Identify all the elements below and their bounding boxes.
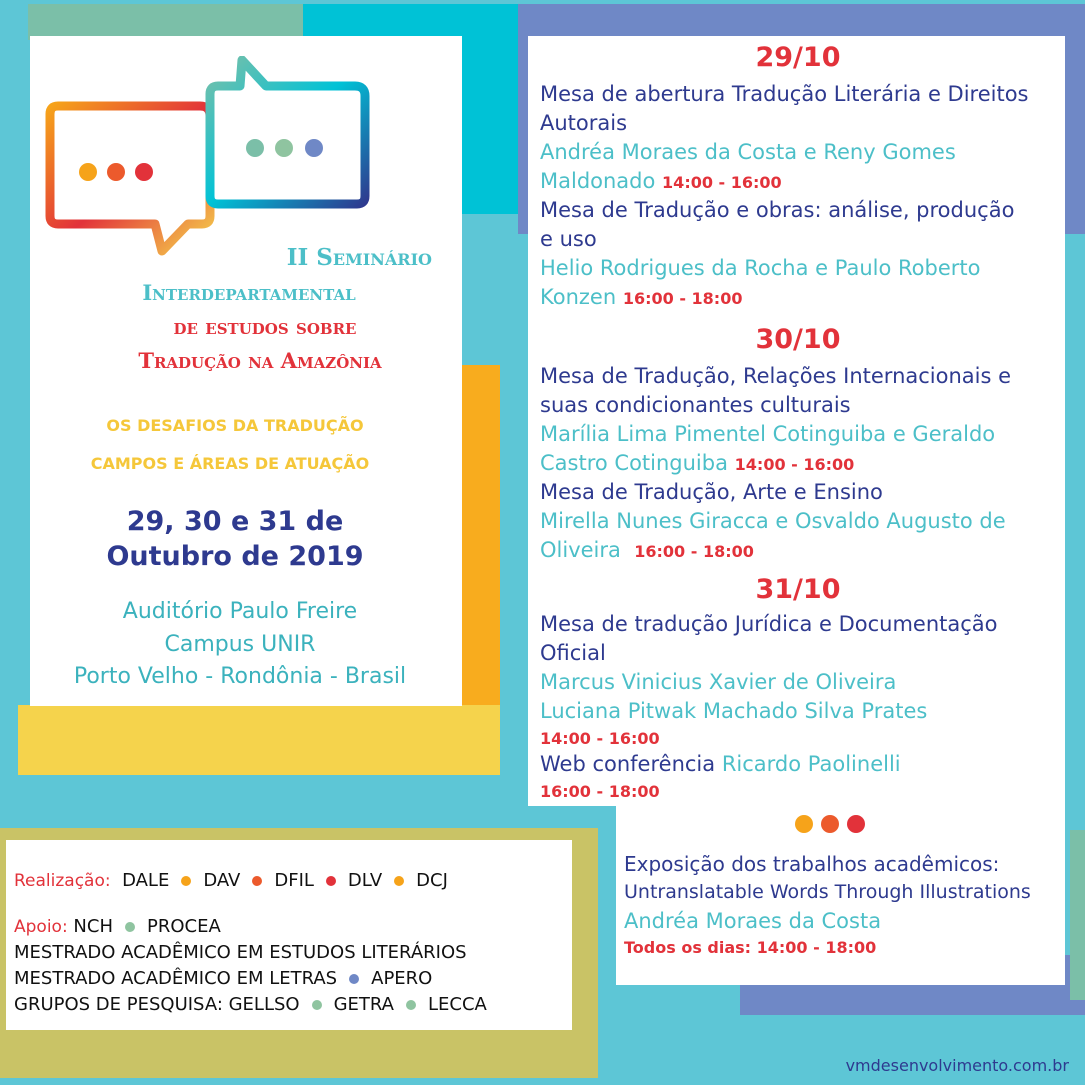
chat-bubble-left-icon <box>50 106 210 251</box>
day2-session1-speakers-cont <box>540 451 854 475</box>
dept-dale: DALE <box>122 870 170 891</box>
day1-session1-title-cont: Autorais <box>540 111 628 135</box>
location-1: Auditório Paulo Freire <box>122 599 358 624</box>
day1-session2-speakers-cont <box>540 285 742 309</box>
day2-date: 30/10 <box>755 324 841 355</box>
dot-icon <box>181 876 191 886</box>
day3-date: 31/10 <box>755 574 841 605</box>
dot-icon <box>135 163 153 181</box>
day2-session2-speakers: Mirella Nunes Giracca e Osvaldo Augusto de <box>540 509 1006 533</box>
speaker-name: Castro Cotinguiba <box>540 451 728 475</box>
day3-session1-speakers-cont: Luciana Pitwak Machado Silva Prates <box>540 699 928 723</box>
info-panel <box>30 36 462 706</box>
seminar-title-1: II Seminário <box>286 244 432 271</box>
day2-session1-title-cont: suas condicionantes culturais <box>540 393 851 417</box>
mestrado-2: MESTRADO ACADÊMICO EM LETRAS <box>14 968 338 989</box>
exhibition-time: Todos os dias: 14:00 - 18:00 <box>624 938 877 957</box>
realizacao-label: Realização: <box>14 871 111 891</box>
grupo-getra: GETRA <box>333 994 394 1015</box>
dot-icon <box>246 139 264 157</box>
grupos-label: GRUPOS DE PESQUISA: GELLSO <box>14 994 300 1015</box>
day1-session2-title: Mesa de Tradução e obras: análise, produção <box>540 198 1015 222</box>
apoio-nch: NCH <box>73 916 113 937</box>
dot-icon <box>312 1000 322 1010</box>
dot-icon <box>275 139 293 157</box>
three-dots-icon <box>790 812 870 836</box>
location-3: Porto Velho - Rondônia - Brasil <box>73 664 407 689</box>
speaker-name: Ricardo Paolinelli <box>721 752 901 776</box>
realizacao-row <box>14 870 448 891</box>
mestrado-1: MESTRADO ACADÊMICO EM ESTUDOS LITERÁRIOS <box>14 942 467 963</box>
session-time: 16:00 - 18:00 <box>634 542 754 561</box>
dept-dav: DAV <box>203 870 241 891</box>
day2-session2-speakers-cont <box>540 538 754 562</box>
day1-session2-speakers: Helio Rodrigues da Rocha e Paulo Roberto <box>540 256 981 280</box>
seminar-title-3: de estudos sobre <box>173 314 357 339</box>
schedule-panel <box>528 36 1065 806</box>
session-time: 14:00 - 16:00 <box>734 455 855 474</box>
day1-date: 29/10 <box>755 42 841 73</box>
footer-url[interactable]: vmdesenvolvimento.com.br <box>845 1056 1069 1075</box>
day2-session1-title: Mesa de Tradução, Relações Internacionais e <box>540 364 1012 388</box>
dept-dlv: DLV <box>347 870 383 891</box>
bg-block-green-right <box>1070 830 1085 1000</box>
day1-session1-speakers: Andréa Moraes da Costa e Reny Gomes <box>540 140 956 164</box>
dot-icon <box>394 876 404 886</box>
credits-panel <box>6 840 572 1030</box>
session-time: 16:00 - 18:00 <box>622 289 743 308</box>
exhibition-panel <box>616 806 1065 985</box>
speaker-name: Konzen <box>540 285 617 309</box>
day2-session1-speakers: Marília Lima Pimentel Cotinguiba e Geraldo <box>540 422 996 446</box>
dot-icon <box>107 163 125 181</box>
grupo-lecca: LECCA <box>428 994 487 1015</box>
seminar-title-4: Tradução na Amazônia <box>138 348 382 373</box>
exhibition-author: Andréa Moraes da Costa <box>624 909 882 933</box>
apoio-procea: PROCEA <box>147 916 221 937</box>
day3-session1-title: Mesa de tradução Jurídica e Documentação <box>540 612 998 636</box>
apoio-row <box>14 916 221 937</box>
dot-icon <box>79 163 97 181</box>
chat-bubble-right-icon <box>210 60 365 204</box>
dot-icon <box>406 1000 416 1010</box>
dept-dfil: DFIL <box>274 870 314 891</box>
day1-session1-title: Mesa de abertura Tradução Literária e Direitos <box>540 82 1029 106</box>
day3-session1-time: 14:00 - 16:00 <box>540 729 660 748</box>
event-date-1: 29, 30 e 31 de <box>126 506 344 537</box>
day3-session1-title-cont: Oficial <box>540 641 606 665</box>
dot-icon <box>349 974 359 984</box>
exhibition-work: Untranslatable Words Through Illustrations <box>624 881 1031 903</box>
event-date-2: Outubro de 2019 <box>106 541 364 572</box>
speaker-name: Oliveira <box>540 538 621 562</box>
dot-icon <box>252 876 262 886</box>
subtitle-1: OS DESAFIOS DA TRADUÇÃO <box>106 416 364 435</box>
bg-block-yellow <box>18 705 500 775</box>
speaker-name: Maldonado <box>540 169 656 193</box>
grupos-row <box>14 994 487 1015</box>
day1-session1-speakers-cont <box>540 169 782 193</box>
seminar-title-2: Interdepartamental <box>142 280 356 305</box>
day3-session1-speakers: Marcus Vinicius Xavier de Oliveira <box>540 670 897 694</box>
mestrado-2-row <box>14 968 432 989</box>
day1-session2-title-cont: e uso <box>540 227 597 251</box>
exhibition-title: Exposição dos trabalhos acadêmicos: <box>624 852 1000 876</box>
dot-icon <box>305 139 323 157</box>
dot-icon <box>326 876 336 886</box>
dot-icon <box>125 922 135 932</box>
day3-session2 <box>540 752 901 776</box>
session-title: Web conferência <box>540 752 716 776</box>
dept-dcj: DCJ <box>416 870 448 891</box>
apoio-apero: APERO <box>371 968 433 989</box>
subtitle-2: CAMPOS E ÁREAS DE ATUAÇÃO <box>90 454 370 473</box>
location-2: Campus UNIR <box>164 632 316 657</box>
bg-block-cyan-left <box>0 40 30 710</box>
apoio-label: Apoio: <box>14 917 68 937</box>
session-time: 14:00 - 16:00 <box>662 173 782 192</box>
day2-session2-title: Mesa de Tradução, Arte e Ensino <box>540 480 883 504</box>
day3-session2-time: 16:00 - 18:00 <box>540 782 660 801</box>
